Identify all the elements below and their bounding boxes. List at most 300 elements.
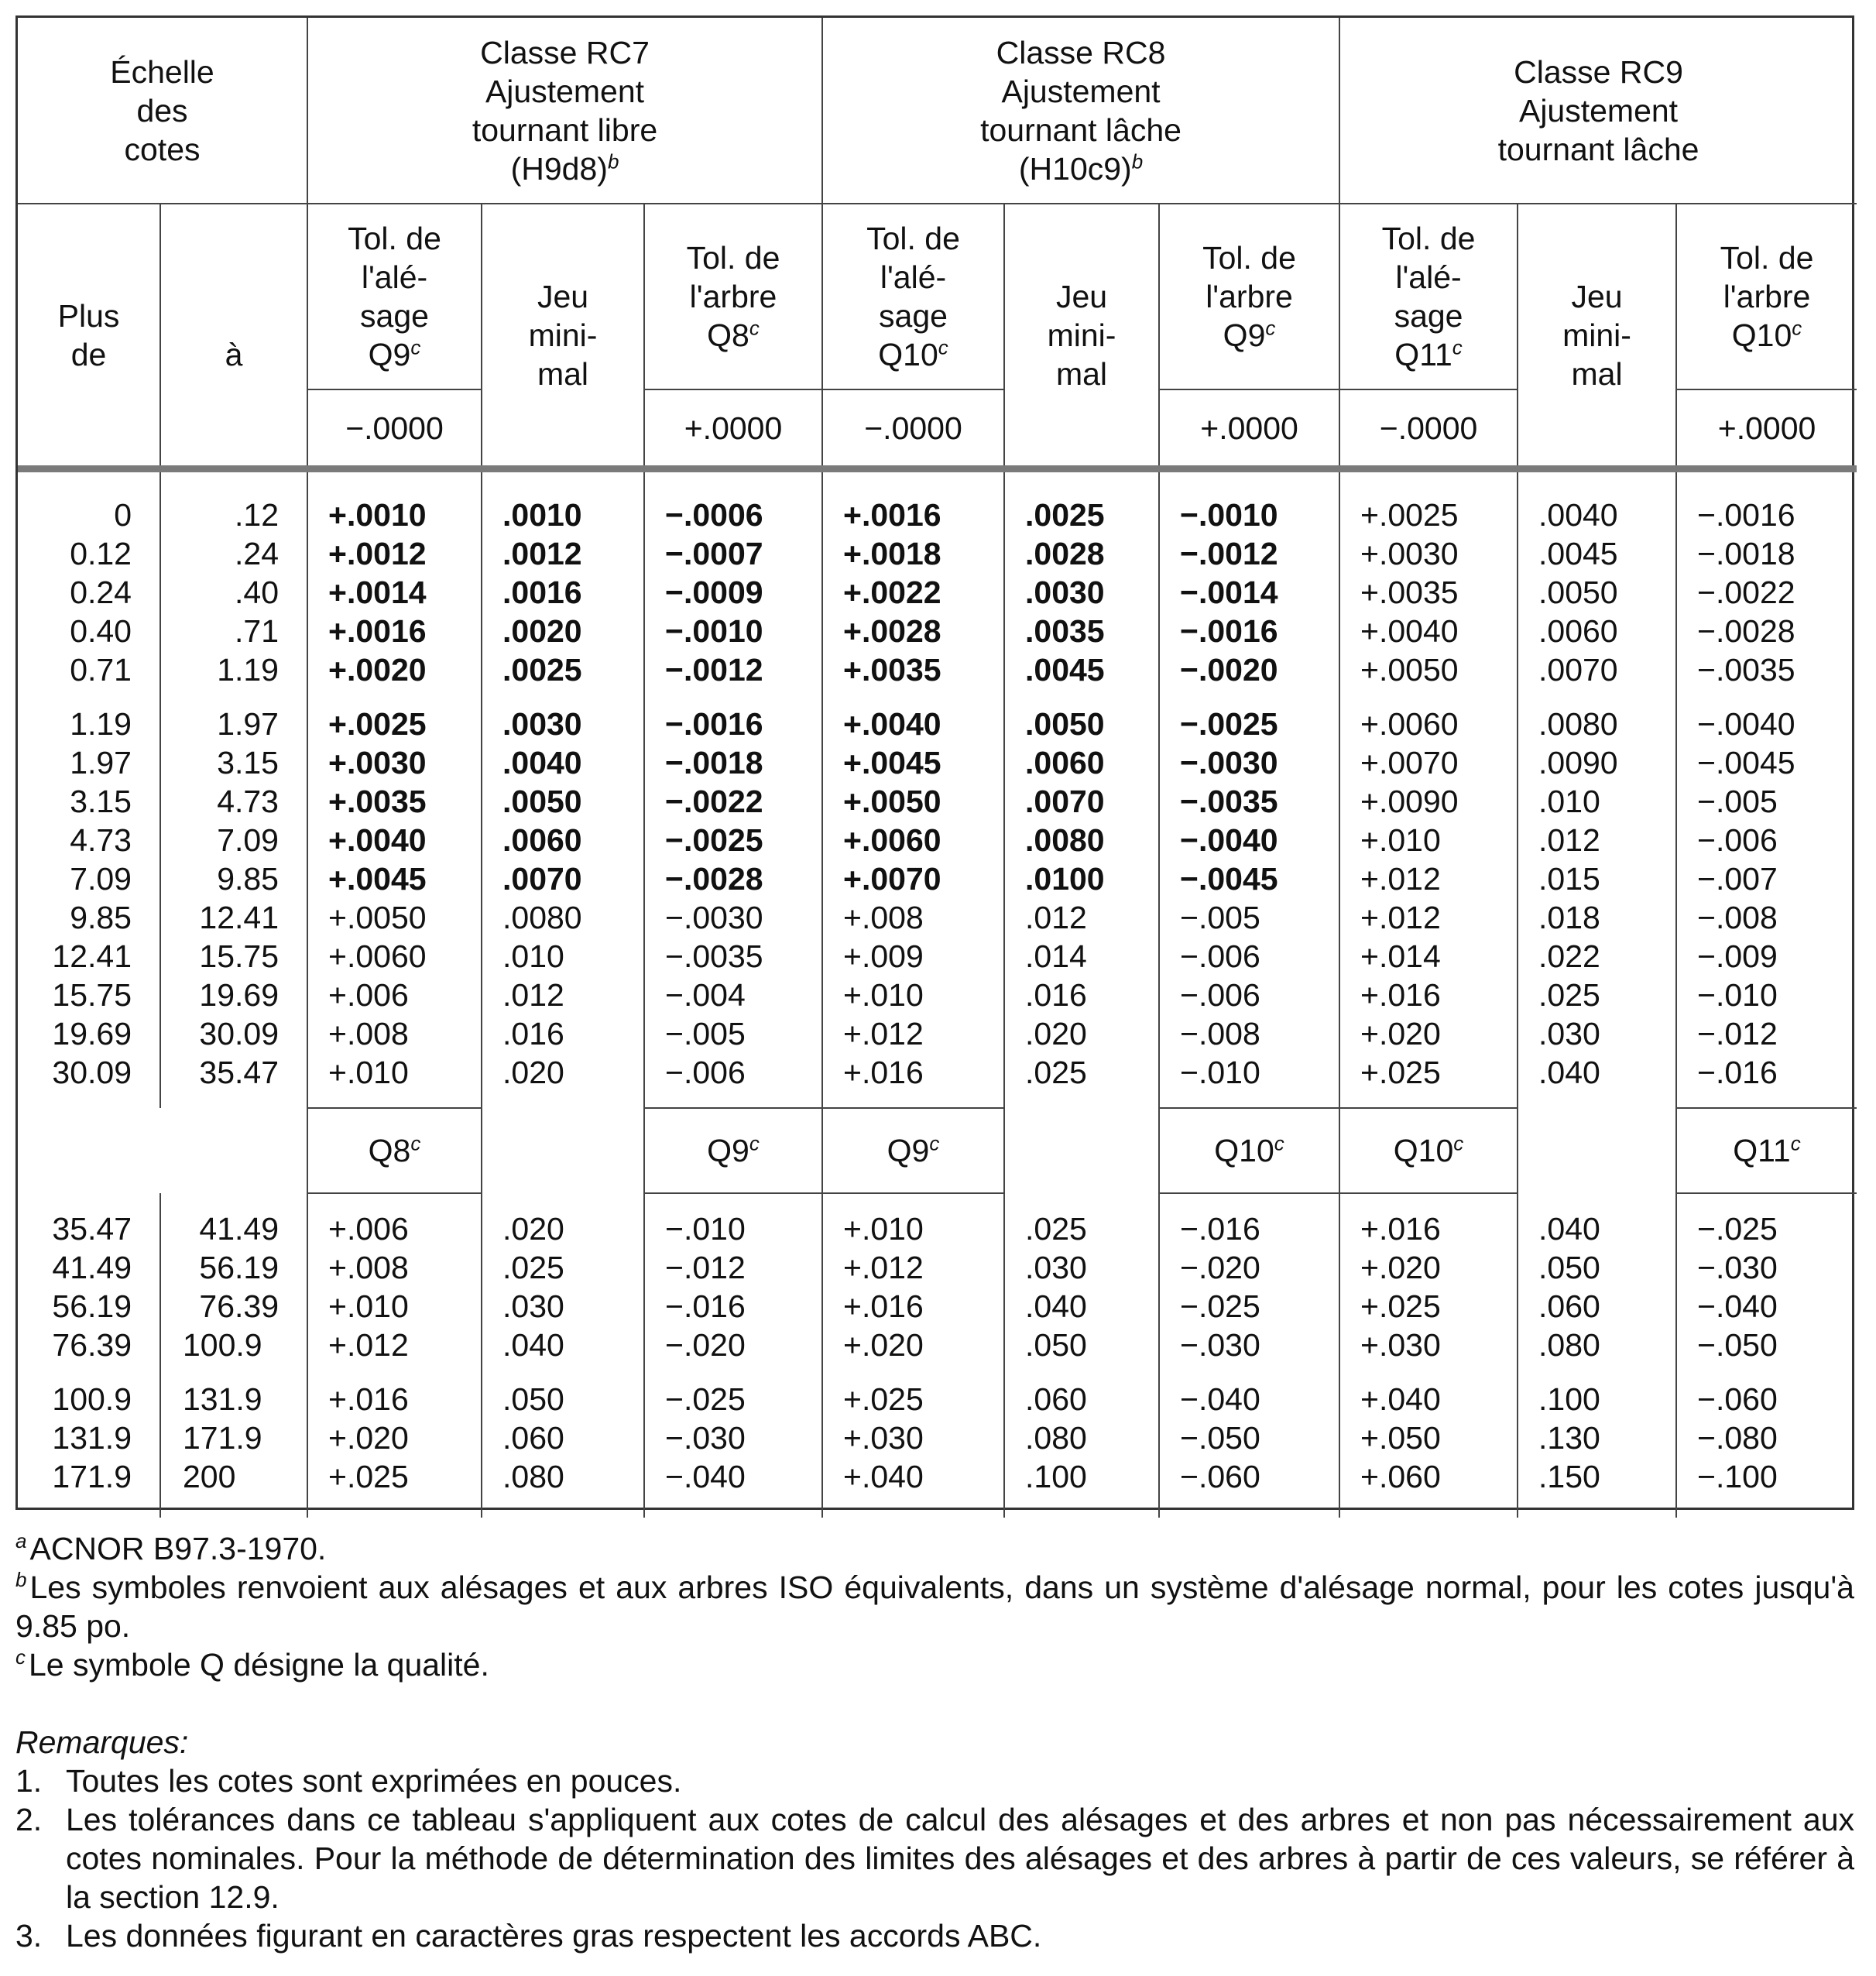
table-cell: −.0030 [644,898,822,937]
table-row [18,1457,1857,1496]
table-cell: .025 [1004,1209,1159,1248]
table-cell: 1.97 [70,745,132,780]
header-rc9-clear: Jeu mini- mal [1518,204,1676,465]
remark-2: 2. Les tolérances dans ce tableau s'appliquent aux cotes de calcul des alésages et des arbres et non pas nécessairement aux cotes nominales. Pour la méthode de détermination des limites des alésages et des arbres à partir de ces valeurs, se référer à la section 12.9. [15,1802,1854,1915]
table-cell: +.0045 [307,859,482,898]
table-cell: −.0016 [1676,496,1857,534]
table-cell: +.0035 [1339,573,1518,612]
table-cell: −.0014 [1159,573,1339,612]
table-row [18,1209,1857,1248]
table-cell: .0090 [1518,743,1676,782]
table-cell: .0080 [482,898,644,937]
table-cell: +.009 [822,937,1004,976]
table-cell: −.0035 [1159,782,1339,821]
table-cell: .150 [1518,1457,1676,1496]
q-rc9-bore: Q10$^c$ [1339,1108,1518,1193]
table-cell: .0025 [482,650,644,689]
table-cell: .0030 [1004,573,1159,612]
table-row [18,1380,1857,1419]
table-cell: −.0035 [1676,650,1857,689]
table-cell: 1.19 [160,650,307,689]
remarks-title: Remarques: [15,1724,189,1760]
notes-section [15,1529,1854,1955]
table-cell: .030 [1004,1248,1159,1287]
table-cell: .0016 [482,573,644,612]
header-a: à [160,204,307,465]
table-cell: +.006 [307,1209,482,1248]
table-cell: .0040 [1518,496,1676,534]
table-cell: .100 [1004,1457,1159,1496]
table-cell: −.012 [1676,1014,1857,1053]
table-cell: .0070 [1518,650,1676,689]
table-cell: −.012 [644,1248,822,1287]
table-cell: .080 [1518,1326,1676,1364]
table-cell: +.008 [822,898,1004,937]
table-cell: 0.40 [70,613,132,649]
table-row [18,937,1857,976]
table-cell: 12.41 [52,938,132,974]
table-cell: .012 [482,976,644,1014]
table-row [18,743,1857,782]
table-cell: 3.15 [160,743,307,782]
table-cell: .040 [1518,1053,1676,1092]
table-cell: +.0050 [1339,650,1518,689]
rows-group-2 [18,705,1857,1092]
table-cell: +.012 [822,1014,1004,1053]
table-cell: 0.71 [70,652,132,688]
header-rc7: Classe RC7 Ajustement tournant libre $(H9d8)^b$ [307,18,822,204]
table-row [18,650,1857,689]
table-cell: +.020 [1339,1014,1518,1053]
table-cell: .040 [482,1326,644,1364]
table-cell: +.016 [822,1053,1004,1092]
table-cell: −.010 [1676,976,1857,1014]
table-cell: −.050 [1676,1326,1857,1364]
footnote-c: $^c$Le symbole Q désigne la qualité. [15,1645,489,1683]
table-cell: +.0040 [822,705,1004,743]
header-rc8-shaft: Tol. de l'arbre Q9$^c$ [1159,204,1339,389]
table-cell: +.012 [307,1326,482,1364]
table-cell: −.0018 [1676,534,1857,573]
rc9-shaft-zero: +.0000 [1676,389,1857,465]
header-rc8-clear: Jeu mini- mal [1004,204,1159,465]
table-cell: .025 [1004,1053,1159,1092]
header-rc9-shaft: Tol. de l'arbre Q10$^c$ [1676,204,1857,389]
table-cell: −.005 [1159,898,1339,937]
table-cell: 9.85 [160,859,307,898]
table-cell: .0012 [482,534,644,573]
table-cell: −.0012 [644,650,822,689]
q-rc8-bore: Q9$^c$ [822,1108,1004,1193]
table-cell: −.006 [1676,821,1857,859]
rc8-bore-zero: −.0000 [822,389,1004,465]
table-cell: .050 [482,1380,644,1419]
table-cell: +.025 [822,1380,1004,1419]
table-cell: −.0045 [1676,743,1857,782]
footnote-b: $^b$Les symboles renvoient aux alésages et aux arbres ISO équivalents, dans un système d'alésage normal, pour les cotes jusqu'à 9.85 po. [15,1568,1854,1644]
table-cell: −.0025 [644,821,822,859]
table-cell: .022 [1518,937,1676,976]
table-cell: 1.97 [160,705,307,743]
table-cell: +.012 [1339,859,1518,898]
table-cell: +.0022 [822,573,1004,612]
table-cell: .020 [482,1209,644,1248]
table-row [18,573,1857,612]
table-cell: +.0030 [307,743,482,782]
table-cell: +.0070 [1339,743,1518,782]
header-rc7-shaft: Tol. de l'arbre Q8$^c$ [644,204,822,389]
header-rc9-bore: Tol. de l'alé- sage Q11$^c$ [1339,204,1518,389]
table-cell: 3.15 [70,784,132,819]
table-row [18,496,1857,534]
table-cell: −.0006 [644,496,822,534]
table-cell: +.0020 [307,650,482,689]
table-cell: 1.19 [70,706,132,742]
table-cell: 7.09 [160,821,307,859]
table-cell: +.025 [1339,1287,1518,1326]
table-cell: .0020 [482,612,644,650]
table-cell: −.0009 [644,573,822,612]
table-cell: .030 [1518,1014,1676,1053]
table-cell: 9.85 [70,900,132,935]
table-cell: 30.09 [52,1055,132,1090]
table-cell: −.0040 [1159,821,1339,859]
table-cell: .0060 [1518,612,1676,650]
table-cell: .40 [160,573,307,612]
table-cell: .0070 [482,859,644,898]
table-cell: −.0028 [1676,612,1857,650]
table-cell: +.014 [1339,937,1518,976]
table-cell: +.0060 [1339,705,1518,743]
table-cell: +.008 [307,1014,482,1053]
table-cell: +.010 [307,1287,482,1326]
rows-group-4 [18,1380,1857,1496]
table-cell: .012 [1518,821,1676,859]
rc7-shaft-zero: +.0000 [644,389,822,465]
table-row [18,1014,1857,1053]
rc7-bore-zero: −.0000 [307,389,482,465]
table-cell: 131.9 [52,1420,132,1456]
header-rc8: Classe RC8 Ajustement tournant lâche $(H10c9)^b$ [822,18,1339,204]
table-cell: 4.73 [70,822,132,858]
table-cell: 200 [160,1457,307,1496]
table-cell: −.009 [1676,937,1857,976]
fit-table-body [18,496,1857,1518]
table-cell: −.030 [1159,1326,1339,1364]
table-row [18,705,1857,743]
table-cell: −.0028 [644,859,822,898]
table-cell: 0.24 [70,575,132,610]
table-cell: .71 [160,612,307,650]
rc9-bore-zero: −.0000 [1339,389,1518,465]
table-cell: .12 [160,496,307,534]
table-cell: −.016 [1676,1053,1857,1092]
table-cell: .0080 [1004,821,1159,859]
table-cell: −.008 [1159,1014,1339,1053]
table-cell: −.005 [1676,782,1857,821]
table-cell: 19.69 [52,1016,132,1051]
table-cell: −.004 [644,976,822,1014]
table-cell: +.0014 [307,573,482,612]
table-cell: 171.9 [160,1419,307,1457]
header-scale: Échelle des cotes [18,18,307,204]
table-cell: +.0045 [822,743,1004,782]
table-cell: .0050 [1518,573,1676,612]
q-rc7-bore: Q8$^c$ [307,1108,482,1193]
table-cell: −.0025 [1159,705,1339,743]
table-cell: 41.49 [52,1250,132,1285]
table-cell: +.008 [307,1248,482,1287]
table-cell: −.007 [1676,859,1857,898]
table-cell: −.0022 [644,782,822,821]
table-cell: 171.9 [52,1459,132,1494]
table-cell: +.0070 [822,859,1004,898]
table-cell: 19.69 [160,976,307,1014]
table-row [18,1053,1857,1092]
table-cell: +.016 [1339,976,1518,1014]
table-cell: +.040 [822,1457,1004,1496]
table-cell: +.0010 [307,496,482,534]
table-cell: 35.47 [52,1211,132,1247]
table-cell: 15.75 [160,937,307,976]
table-cell: .0060 [1004,743,1159,782]
table-cell: .040 [1004,1287,1159,1326]
table-cell: +.0090 [1339,782,1518,821]
table-cell: −.0040 [1676,705,1857,743]
table-cell: +.0060 [822,821,1004,859]
table-cell: 0 [114,497,132,533]
table-cell: −.0030 [1159,743,1339,782]
table-cell: .016 [1004,976,1159,1014]
table-cell: 4.73 [160,782,307,821]
table-cell: +.016 [307,1380,482,1419]
fit-table-frame [15,15,1854,1510]
table-cell: −.025 [1159,1287,1339,1326]
table-cell: .014 [1004,937,1159,976]
table-cell: .0035 [1004,612,1159,650]
table-cell: −.060 [1159,1457,1339,1496]
table-cell: +.030 [1339,1326,1518,1364]
table-cell: −.0016 [644,705,822,743]
table-cell: −.010 [644,1209,822,1248]
table-cell: −.0016 [1159,612,1339,650]
table-cell: −.050 [1159,1419,1339,1457]
table-cell: −.020 [1159,1248,1339,1287]
table-cell: −.040 [1676,1287,1857,1326]
table-cell: .24 [160,534,307,573]
table-cell: .0080 [1518,705,1676,743]
table-cell: +.020 [822,1326,1004,1364]
table-row [18,859,1857,898]
header-rc7-bore: Tol. de l'alé- sage Q9$^c$ [307,204,482,389]
table-cell: .080 [482,1457,644,1496]
table-cell: +.0040 [307,821,482,859]
table-cell: +.0040 [1339,612,1518,650]
table-cell: −.006 [1159,976,1339,1014]
table-row [18,898,1857,937]
table-cell: .015 [1518,859,1676,898]
table-cell: 100.9 [160,1326,307,1364]
quality-change-row [18,1108,1857,1193]
table-cell: −.016 [644,1287,822,1326]
table-cell: −.0010 [1159,496,1339,534]
table-cell: −.006 [1159,937,1339,976]
table-cell: +.020 [307,1419,482,1457]
table-cell: −.0007 [644,534,822,573]
table-cell: −.0045 [1159,859,1339,898]
table-cell: .010 [1518,782,1676,821]
table-cell: +.040 [1339,1380,1518,1419]
table-cell: −.008 [1676,898,1857,937]
table-row [18,821,1857,859]
table-cell: −.016 [1159,1209,1339,1248]
table-cell: −.0010 [644,612,822,650]
table-cell: 131.9 [160,1380,307,1419]
table-cell: .010 [482,937,644,976]
table-cell: +.010 [822,1209,1004,1248]
table-cell: −.010 [1159,1053,1339,1092]
table-cell: 7.09 [70,861,132,897]
table-cell: +.0050 [307,898,482,937]
q-rc9-shaft: Q11$^c$ [1676,1108,1857,1193]
table-cell: .060 [1518,1287,1676,1326]
table-cell: +.0060 [307,937,482,976]
table-row [18,534,1857,573]
table-cell: .020 [482,1053,644,1092]
table-cell: 35.47 [160,1053,307,1092]
table-cell: .025 [1518,976,1676,1014]
table-cell: .0030 [482,705,644,743]
table-cell: +.050 [1339,1419,1518,1457]
table-cell: 12.41 [160,898,307,937]
table-cell: −.060 [1676,1380,1857,1419]
table-cell: −.0018 [644,743,822,782]
table-cell: −.005 [644,1014,822,1053]
table-cell: +.0016 [822,496,1004,534]
table-cell: .100 [1518,1380,1676,1419]
table-cell: .0060 [482,821,644,859]
table-cell: +.025 [307,1457,482,1496]
table-cell: +.006 [307,976,482,1014]
table-cell: +.010 [307,1053,482,1092]
table-cell: 76.39 [160,1287,307,1326]
table-cell: −.100 [1676,1457,1857,1496]
table-cell: +.0028 [822,612,1004,650]
table-row [18,612,1857,650]
table-cell: +.016 [822,1287,1004,1326]
table-cell: +.0035 [307,782,482,821]
table-cell: 100.9 [52,1381,132,1417]
table-cell: .030 [482,1287,644,1326]
table-cell: .012 [1004,898,1159,937]
table-cell: 56.19 [160,1248,307,1287]
table-cell: .080 [1004,1419,1159,1457]
remark-1: 1. Toutes les cotes sont exprimées en pouces. [15,1763,682,1799]
table-cell: .050 [1004,1326,1159,1364]
table-cell: +.016 [1339,1209,1518,1248]
table-cell: +.0018 [822,534,1004,573]
table-cell: .0050 [482,782,644,821]
table-cell: +.0025 [1339,496,1518,534]
table-cell: 15.75 [52,977,132,1013]
table-cell: .018 [1518,898,1676,937]
header-rc9: Classe RC9 Ajustement tournant lâche [1339,18,1857,204]
table-cell: −.020 [644,1326,822,1364]
table-cell: −.025 [644,1380,822,1419]
table-cell: −.0022 [1676,573,1857,612]
header-plus-de: Plus de [57,297,120,372]
table-cell: .0028 [1004,534,1159,573]
table-cell: .020 [1004,1014,1159,1053]
table-cell: +.0050 [822,782,1004,821]
table-cell: 41.49 [160,1209,307,1248]
table-row [18,1419,1857,1457]
table-cell: −.0012 [1159,534,1339,573]
table-cell: −.006 [644,1053,822,1092]
table-cell: +.010 [1339,821,1518,859]
table-cell: −.030 [644,1419,822,1457]
table-row [18,782,1857,821]
table-row [18,976,1857,1014]
table-cell: .0100 [1004,859,1159,898]
table-cell: 30.09 [160,1014,307,1053]
table-cell: .0050 [1004,705,1159,743]
table-row [18,1248,1857,1287]
table-cell: .0010 [482,496,644,534]
header-rc7-clear: Jeu mini- mal [482,204,644,465]
table-cell: .050 [1518,1248,1676,1287]
table-cell: .040 [1518,1209,1676,1248]
table-cell: .0045 [1004,650,1159,689]
table-cell: .060 [1004,1380,1159,1419]
table-cell: −.080 [1676,1419,1857,1457]
table-cell: .025 [482,1248,644,1287]
table-cell: +.060 [1339,1457,1518,1496]
table-cell: +.0035 [822,650,1004,689]
table-cell: +.0012 [307,534,482,573]
table-cell: +.025 [1339,1053,1518,1092]
table-cell: −.030 [1676,1248,1857,1287]
table-cell: .0025 [1004,496,1159,534]
table-cell: 56.19 [52,1288,132,1324]
table-cell: 76.39 [52,1327,132,1363]
footnote-a: $^a$ACNOR B97.3-1970. [15,1529,327,1566]
rows-group-3 [18,1209,1857,1364]
remark-3: 3. Les données figurant en caractères gras respectent les accords ABC. [15,1918,1042,1954]
rows-group-1 [18,496,1857,689]
table-cell: .0070 [1004,782,1159,821]
table-cell: −.0020 [1159,650,1339,689]
rc8-shaft-zero: +.0000 [1159,389,1339,465]
table-cell: +.012 [1339,898,1518,937]
table-cell: .016 [482,1014,644,1053]
table-cell: +.0030 [1339,534,1518,573]
table-cell: .130 [1518,1419,1676,1457]
table-cell: +.0016 [307,612,482,650]
q-rc8-shaft: Q10$^c$ [1159,1108,1339,1193]
table-row [18,1326,1857,1364]
table-cell: 0.12 [70,536,132,571]
table-cell: +.010 [822,976,1004,1014]
table-cell: +.030 [822,1419,1004,1457]
table-cell: −.025 [1676,1209,1857,1248]
table-cell: .060 [482,1419,644,1457]
q-rc7-shaft: Q9$^c$ [644,1108,822,1193]
running-fit-table [18,18,1857,496]
table-row [18,1287,1857,1326]
table-cell: +.012 [822,1248,1004,1287]
table-cell: .0045 [1518,534,1676,573]
